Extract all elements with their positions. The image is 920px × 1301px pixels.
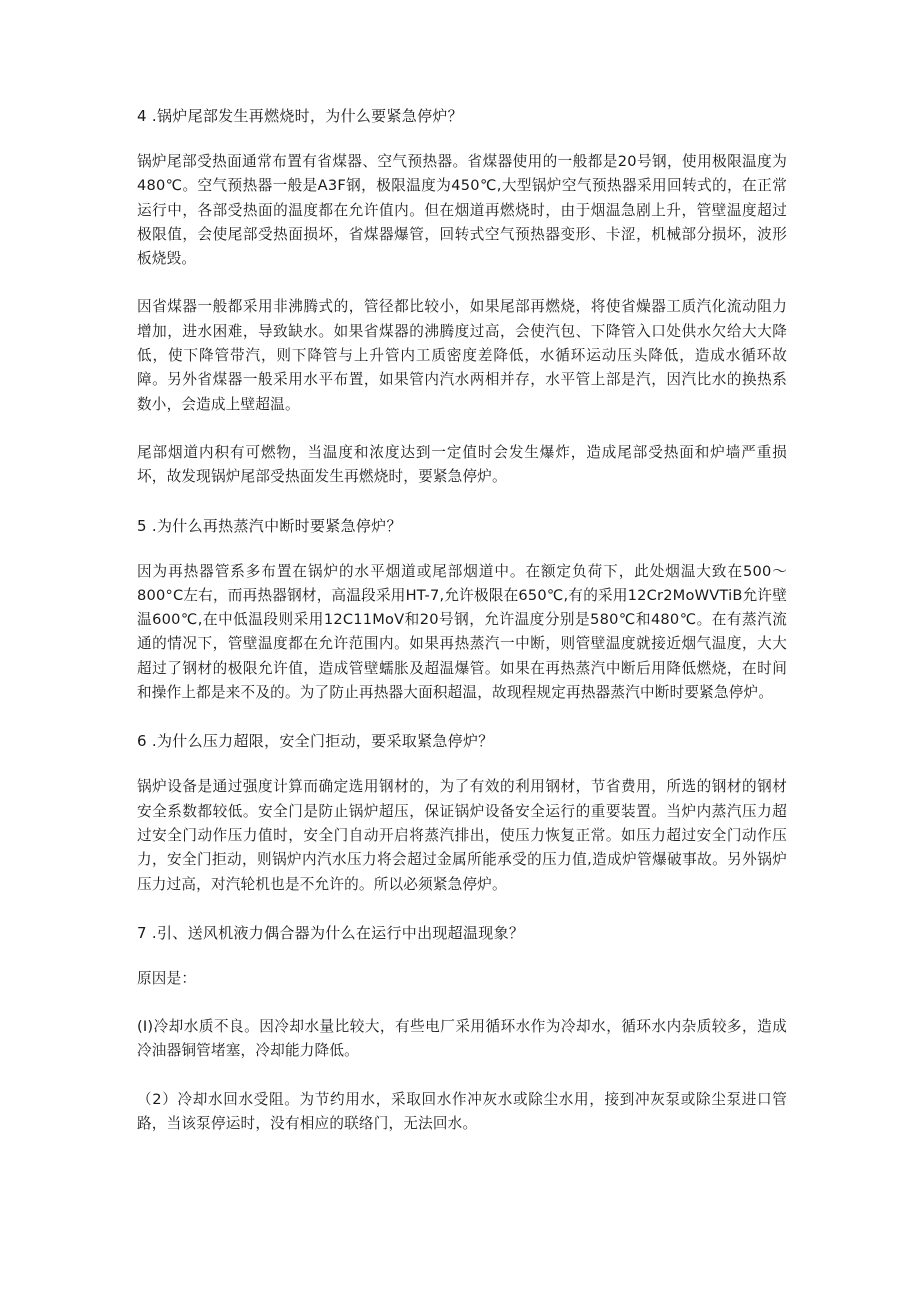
section-7 — [137, 921, 787, 1136]
paragraph: （2）冷却水回水受阻。为节约用水，采取回水作冲灰水或除尘水用，接到冲灰泵或除尘泵进口管路，当该泵停运时，没有相应的联络门，无法回水。 — [137, 1090, 787, 1133]
paragraph: 因为再热器管系多布置在锅炉的水平烟道或尾部烟道中。在额定负荷下，此处烟温大致在500～800°C左右，而再热器钢材，高温段采用HT-7,允许极限在650℃,有的采用12Cr2MoWVTiB允许壁温600℃,在中低温段则采用12C11MoV和20号钢，允许温度分别是580℃和480℃。在有蒸汽流通的情况下，管壁温度都在允许范围内。如果再热蒸汽一中断，则管壁温度就接近烟气温度，大大超过了钢材的极限允许值，造成管壁蠕胀及超温爆管。如果在再热蒸汽中断后用降低燃烧，在时间和操作上都是来不及的。为了防止再热器大面积超温，故现程规定再热器蒸汽中断时要紧急停炉。 — [137, 562, 787, 702]
paragraph: 尾部烟道内积有可燃物，当温度和浓度达到一定值时会发生爆炸，造成尾部受热面和炉墙严重损坏，故发现锅炉尾部受热面发生再燃烧时，要紧急停炉。 — [137, 443, 787, 486]
paragraph: (I)冷却水质不良。因冷却水量比较大，有些电厂采用循环水作为冷却水，循环水内杂质较多，造成冷油器铜管堵塞，冷却能力降低。 — [137, 1018, 787, 1060]
document-page — [137, 104, 787, 1160]
paragraph: 锅炉设备是通过强度计算而确定选用钢材的，为了有效的利用钢材，节省费用，所选的钢材的钢材安全系数都较低。安全门是防止锅炉超压，保证锅炉设备安全运行的重要装置。当炉内蒸汽压力超过安全门动作压力值时，安全门自动开启将蒸汽排出，使压力恢复正常。如压力超过安全门动作压力，安全门拒动，则锅炉内汽水压力将会超过金属所能承受的压力值,造成炉管爆破事故。另外锅炉压力过高，对汽轮机也是不允许的。所以必须紧急停炉。 — [137, 778, 787, 893]
paragraph: 原因是： — [137, 969, 197, 987]
section-6 — [137, 729, 787, 896]
section-5 — [137, 514, 787, 706]
section-heading: 7 .引、送风机液力偶合器为什么在运行中出现超温现象？ — [137, 923, 525, 942]
section-heading: 4 .锅炉尾部发生再燃烧时，为什么要紧急停炉？ — [137, 107, 463, 125]
paragraph: 因省煤器一般都采用非沸腾式的，管径都比较小，如果尾部再燃烧，将使省燥器工质汽化流动阻力增加，进水困难，导致缺水。如果省煤器的沸腾度过高，会使汽包、下降管入口处供水欠给大大降低，使下降管带汽，则下降管与上升管内工质密度差降低，水循环运动压头降低，造成水循环故障。另外省煤器一般采用水平布置，如果管内汽水两相并存，水平管上部是汽，因汽比水的换热系数小，会造成上壁超温。 — [137, 298, 787, 413]
section-heading: 5 .为什么再热蒸汽中断时要紧急停炉？ — [137, 516, 402, 535]
section-4 — [137, 104, 787, 490]
paragraph: 锅炉尾部受热面通常布置有省煤器、空气预热器。省煤器使用的一般都是20号钢，使用极限温度为480℃。空气预热器一般是A3F钢，极限温度为450℃,大型锅炉空气预热器采用回转式的，在正常运行中，各部受热面的温度都在允许值内。但在烟道再燃烧时，由于烟温急剧上升，管壁温度超过极限值，会使尾部受热面损坏，省煤器爆管，回转式空气预热器变形、卡涩，机械部分损坏，波形板烧毁。 — [137, 153, 787, 268]
section-heading: 6 .为什么压力超限，安全门拒动，要采取紧急停炉？ — [137, 732, 494, 751]
